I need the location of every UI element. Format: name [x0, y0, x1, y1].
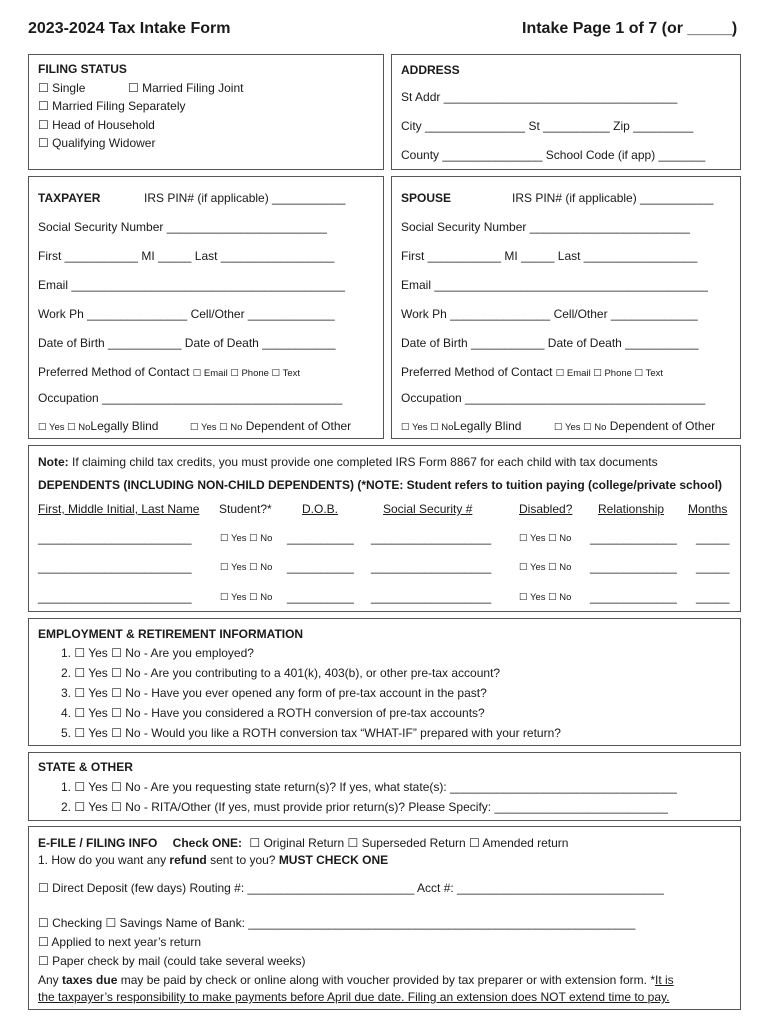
taxpayer-dependent-label: Dependent of Other: [245, 419, 352, 433]
employment-question[interactable]: 2. ☐ Yes ☐ No - Are you contributing to a 401(k), 403(b), or other pre-tax account?: [61, 666, 501, 680]
spouse-email-field[interactable]: Email _________________________________________: [401, 278, 708, 292]
filing-status-heading: FILING STATUS: [38, 62, 127, 76]
spouse-ssn-field[interactable]: Social Security Number ________________________: [401, 220, 690, 234]
efile-header-row: [38, 836, 568, 850]
taxes-due-post: may be paid by check or online along with voucher provided by tax preparer or with extension form. *: [117, 973, 655, 987]
taxpayer-contact-label: Preferred Method of Contact: [38, 365, 190, 379]
page-indicator: Intake Page 1 of 7 (or _____): [522, 20, 738, 37]
dependent-name-field[interactable]: _______________________: [38, 560, 192, 574]
dependent-ssn-field[interactable]: __________________: [371, 590, 492, 604]
taxes-due-pre: Any: [38, 973, 63, 987]
col-disabled-header: Disabled?: [519, 502, 573, 516]
return-type-checkboxes[interactable]: ☐ Original Return ☐ Superseded Return ☐ Amended return: [249, 836, 569, 850]
spouse-pin-field[interactable]: IRS PIN# (if applicable) ___________: [512, 191, 714, 205]
married-joint-checkbox[interactable]: ☐ Married Filing Joint: [128, 81, 244, 95]
taxpayer-contact-row: [38, 365, 300, 381]
dependents-heading: DEPENDENTS (INCLUDING NON-CHILD DEPENDENTS) (*NOTE: Student refers to tuition paying (college/private school): [38, 478, 723, 492]
qualifying-widower-checkbox[interactable]: ☐ Qualifying Widower: [38, 136, 156, 150]
spouse-dependent-row: [554, 419, 715, 435]
dependent-relationship-field[interactable]: _____________: [590, 531, 677, 545]
dependent-relationship-field[interactable]: _____________: [590, 590, 677, 604]
taxpayer-heading: TAXPAYER: [38, 191, 101, 205]
spouse-blind-label: Legally Blind: [453, 419, 522, 433]
col-months-header: Months: [688, 502, 728, 516]
dependent-student-checkboxes[interactable]: ☐ Yes ☐ No: [220, 533, 273, 544]
dependent-disabled-checkboxes[interactable]: ☐ Yes ☐ No: [519, 592, 572, 603]
spouse-name-field[interactable]: First ___________ MI _____ Last _________________: [401, 249, 698, 263]
taxpayer-contact-checkboxes[interactable]: ☐ Email ☐ Phone ☐ Text: [192, 368, 300, 379]
employment-question[interactable]: 4. ☐ Yes ☐ No - Have you considered a ROTH conversion of pre-tax accounts?: [61, 706, 485, 720]
dependent-dob-field[interactable]: __________: [287, 560, 354, 574]
employment-heading: EMPLOYMENT & RETIREMENT INFORMATION: [38, 627, 304, 641]
taxpayer-name-field[interactable]: First ___________ MI _____ Last _________________: [38, 249, 335, 263]
dependent-name-field[interactable]: _______________________: [38, 531, 192, 545]
spouse-contact-checkboxes[interactable]: ☐ Email ☐ Phone ☐ Text: [555, 368, 663, 379]
taxpayer-pin-field[interactable]: IRS PIN# (if applicable) ___________: [144, 191, 346, 205]
dependent-name-field[interactable]: _______________________: [38, 590, 192, 604]
note-text: If claiming child tax credits, you must provide one completed IRS Form 8867 for each child with tax documents: [72, 455, 658, 469]
city-state-zip-field[interactable]: City _______________ St __________ Zip _________: [401, 119, 694, 133]
dependent-ssn-field[interactable]: __________________: [371, 531, 492, 545]
refund-question-post: sent to you?: [206, 853, 279, 867]
efile-heading: E-FILE / FILING INFO: [38, 836, 158, 850]
must-check-one: MUST CHECK ONE: [278, 853, 389, 867]
taxpayer-email-field[interactable]: Email _________________________________________: [38, 278, 345, 292]
form-title: 2023-2024 Tax Intake Form: [28, 20, 231, 37]
responsibility-note: the taxpayer’s responsibility to make payments before April due date. Filing an extension does NOT extend time to pay.: [38, 990, 670, 1004]
spouse-dates-field[interactable]: Date of Birth ___________ Date of Death ___________: [401, 336, 699, 350]
spouse-dependent-checkboxes[interactable]: ☐ Yes ☐ No: [554, 422, 607, 433]
taxpayer-dependent-checkboxes[interactable]: ☐ Yes ☐ No: [190, 422, 243, 433]
spouse-heading: SPOUSE: [401, 191, 452, 205]
employment-question[interactable]: 1. ☐ Yes ☐ No - Are you employed?: [61, 646, 254, 660]
dependent-student-checkboxes[interactable]: ☐ Yes ☐ No: [220, 562, 273, 573]
taxpayer-blind-label: Legally Blind: [90, 419, 159, 433]
spouse-contact-label: Preferred Method of Contact: [401, 365, 553, 379]
dependent-dob-field[interactable]: __________: [287, 531, 354, 545]
dependent-relationship-field[interactable]: _____________: [590, 560, 677, 574]
street-address-field[interactable]: St Addr ___________________________________: [401, 90, 678, 104]
taxes-due-note: [38, 973, 674, 987]
spouse-occupation-field[interactable]: Occupation ____________________________________: [401, 391, 706, 405]
dependents-note: [38, 455, 658, 469]
spouse-dependent-label: Dependent of Other: [609, 419, 716, 433]
address-heading: ADDRESS: [401, 63, 460, 77]
refund-question: [38, 853, 388, 867]
taxpayer-phone-field[interactable]: Work Ph _______________ Cell/Other _____________: [38, 307, 335, 321]
single-checkbox[interactable]: ☐ Single: [38, 81, 86, 95]
col-student-header: Student?*: [219, 502, 272, 516]
taxpayer-dates-field[interactable]: Date of Birth ___________ Date of Death ___________: [38, 336, 336, 350]
col-name-header: First, Middle Initial, Last Name: [38, 502, 200, 516]
spouse-phone-field[interactable]: Work Ph _______________ Cell/Other _____________: [401, 307, 698, 321]
married-separate-checkbox[interactable]: ☐ Married Filing Separately: [38, 99, 186, 113]
direct-deposit-field[interactable]: ☐ Direct Deposit (few days) Routing #: _________________________ Acct #: _______________________________: [38, 881, 664, 895]
head-household-checkbox[interactable]: ☐ Head of Household: [38, 118, 155, 132]
refund-word: refund: [169, 853, 207, 867]
state-heading: STATE & OTHER: [38, 760, 133, 774]
refund-question-pre: 1. How do you want any: [38, 853, 170, 867]
col-relationship-header: Relationship: [598, 502, 665, 516]
paper-check-checkbox[interactable]: ☐ Paper check by mail (could take several weeks): [38, 954, 306, 968]
dependent-dob-field[interactable]: __________: [287, 590, 354, 604]
dependent-months-field[interactable]: _____: [696, 590, 730, 604]
taxpayer-dependent-row: [190, 419, 351, 435]
taxpayer-ssn-field[interactable]: Social Security Number ________________________: [38, 220, 327, 234]
responsibility-note-start: It is: [655, 973, 674, 987]
spouse-blind-checkboxes[interactable]: ☐ Yes ☐ No: [401, 422, 454, 433]
county-school-field[interactable]: County _______________ School Code (if app) _______: [401, 148, 706, 162]
dependent-disabled-checkboxes[interactable]: ☐ Yes ☐ No: [519, 562, 572, 573]
dependent-months-field[interactable]: _____: [696, 560, 730, 574]
taxpayer-blind-checkboxes[interactable]: ☐ Yes ☐ No: [38, 422, 91, 433]
spouse-flags-row: [401, 419, 521, 435]
taxpayer-occupation-field[interactable]: Occupation ____________________________________: [38, 391, 343, 405]
taxpayer-flags-row: [38, 419, 158, 435]
col-ssn-header: Social Security #: [383, 502, 473, 516]
state-question[interactable]: 2. ☐ Yes ☐ No - RITA/Other (If yes, must provide prior return(s)? Please Specify: __________________________: [61, 800, 668, 814]
next-year-checkbox[interactable]: ☐ Applied to next year’s return: [38, 935, 202, 949]
account-type-field[interactable]: ☐ Checking ☐ Savings Name of Bank: __________________________________________________________: [38, 916, 636, 930]
employment-question[interactable]: 3. ☐ Yes ☐ No - Have you ever opened any form of pre-tax account in the past?: [61, 686, 487, 700]
dependent-student-checkboxes[interactable]: ☐ Yes ☐ No: [220, 592, 273, 603]
dependent-months-field[interactable]: _____: [696, 531, 730, 545]
state-question[interactable]: 1. ☐ Yes ☐ No - Are you requesting state return(s)? If yes, what state(s): __________________________________: [61, 780, 677, 794]
col-dob-header: D.O.B.: [302, 502, 339, 516]
note-label: Note:: [38, 455, 69, 469]
dependent-disabled-checkboxes[interactable]: ☐ Yes ☐ No: [519, 533, 572, 544]
spouse-contact-row: [401, 365, 663, 381]
dependent-ssn-field[interactable]: __________________: [371, 560, 492, 574]
dependents-box: [28, 445, 741, 612]
employment-question[interactable]: 5. ☐ Yes ☐ No - Would you like a ROTH conversion tax “WHAT-IF” prepared with your return?: [61, 726, 561, 740]
taxes-due-bold: taxes due: [62, 973, 118, 987]
check-one-label: Check ONE:: [172, 836, 243, 850]
